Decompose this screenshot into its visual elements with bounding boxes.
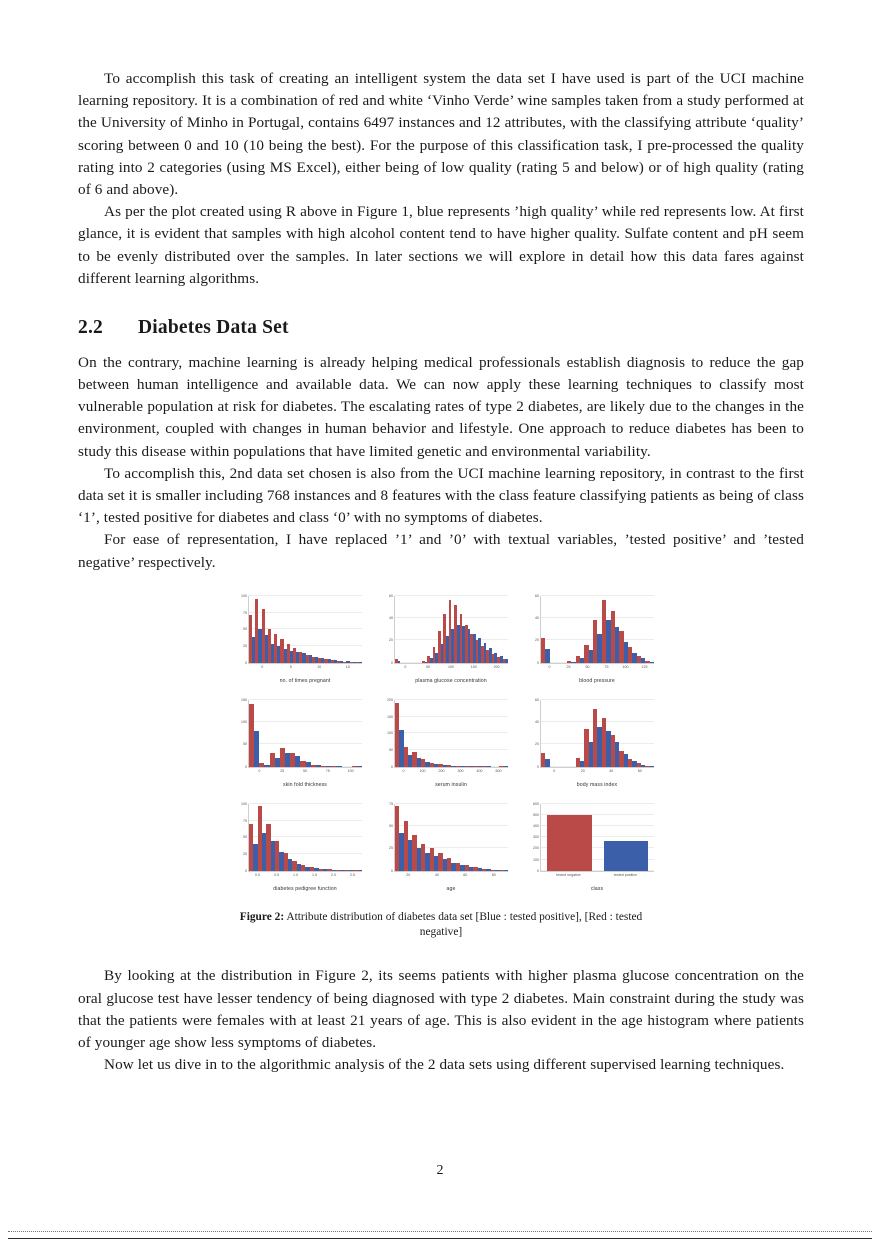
histogram-bar (504, 870, 508, 871)
x-axis-tick: 0.0 (254, 872, 260, 877)
paragraph-2: As per the plot created using R above in Figure 1, blue represents ’high quality’ while red represents low. At first glance, it is evident that samples with high alcohol content tend to have higher quality. Sulfate content and pH seem to be evenly distributed over the samples. In later sections we will explore in detail how this data fares against different learning algorithms. (78, 203, 804, 287)
x-axis-tick: 25 (566, 664, 571, 669)
x-axis-tick: 2.0 (331, 872, 336, 877)
y-axis-tick: 60 (535, 593, 539, 598)
x-axis-tick: 0 (402, 768, 405, 773)
y-axis-tick: 0 (537, 764, 539, 769)
y-axis-tick: 600 (533, 801, 539, 806)
x-axis-ticks (248, 769, 362, 777)
x-axis-ticks (394, 769, 508, 777)
closing-paragraph-2: Now let us dive in to the algorithmic analysis of the 2 data sets using different supervised learning techniques. (104, 1056, 785, 1074)
histogram-cell (518, 698, 656, 790)
plot-area (241, 593, 362, 665)
histogram-bar (547, 815, 592, 871)
y-axis-tick: 0 (245, 660, 247, 665)
x-axis-tick: 20 (406, 872, 411, 877)
figure-label: Figure 2: (239, 910, 285, 923)
y-axis-tick: 0 (391, 868, 393, 873)
histogram-bar (505, 659, 508, 662)
x-axis-tick: 40 (609, 768, 614, 773)
x-axis-tick: 0 (261, 664, 264, 669)
x-axis-tick: 100 (448, 664, 454, 669)
section-paragraph-3: For ease of representation, I have replaced ’1’ and ’0’ with textual variables, ’tested positive’ and ’tested negative’ respectively. (78, 531, 804, 571)
x-axis-tick: 0 (258, 768, 261, 773)
x-axis-ticks (394, 873, 508, 881)
y-axis-tick: 100 (387, 731, 393, 736)
page-number: 2 (436, 1163, 444, 1178)
y-axis-tick: 0 (537, 660, 539, 665)
y-axis-tick: 60 (535, 697, 539, 702)
plot-area (535, 697, 654, 769)
y-axis-tick: 20 (535, 742, 539, 747)
x-axis-tick: 75 (604, 664, 609, 669)
section-number: 2.2 (78, 316, 103, 338)
x-axis-tick: 600 (495, 768, 502, 773)
x-axis-tick: 200 (493, 664, 500, 669)
closing-block (78, 965, 804, 1076)
closing-paragraph-1: By looking at the distribution in Figure 2, its seems patients with higher plasma glucose concentration on the oral glucose test have lesser tendency of being diagnosed with type 2 diabetes. Main constraint during the study was that the patients were females with at least 21 years of age. This is also evident in the age histogram where patients of younger age show less symptoms of diabetes. (78, 967, 804, 1051)
y-axis-tick: 75 (243, 610, 247, 615)
y-axis-tick: 25 (243, 644, 247, 648)
y-axis-tick: 20 (535, 638, 539, 643)
y-axis-tick: 100 (241, 720, 247, 725)
histogram-bar (545, 759, 549, 767)
histogram-bar (650, 766, 654, 767)
x-axis-ticks (540, 769, 654, 777)
y-axis-tick: 50 (389, 748, 393, 752)
section-paragraph-1: On the contrary, machine learning is already helping medical professionals establish diagnosis to reduce the gap between human intelligence and available data. We can now apply these learning techniques to classify most vulnerable population at risk for diabetes. The escalating rates of type 2 diabetes, are likely due to the changes in the environment, coupled with changes in human behavior and lifestyle. One approach to reduce diabetes has been to study this disease within populations that have limited genetic and environmental variability. (78, 353, 804, 460)
y-axis-tick: 40 (535, 616, 539, 621)
y-axis-tick: 0 (537, 868, 539, 873)
histogram-cell (226, 594, 364, 686)
x-axis-label: serum insulin (435, 781, 467, 788)
figure-container (78, 594, 804, 940)
x-axis-ticks (394, 665, 508, 673)
y-axis-tick: 0 (245, 764, 247, 769)
bar-series (249, 804, 362, 871)
y-axis-tick: 0 (391, 764, 393, 769)
x-axis-tick: 100 (622, 664, 629, 669)
plot-area (387, 697, 508, 769)
bar-series (395, 700, 508, 767)
x-axis-label: no. of times pregnant (279, 677, 331, 684)
y-axis-tick: 400 (533, 824, 539, 829)
y-axis-tick: 20 (389, 638, 393, 643)
section-paragraph-2: To accomplish this, 2nd data set chosen is also from the UCI machine learning repository, in contrast to the first data set it is smaller including 768 instances and 8 features with the class feature classifying patients as being of class ‘1’, tested positive for diabetes and class ‘0’ with no symptoms of diabetes. (78, 464, 804, 527)
x-axis-tick: 0.5 (274, 872, 279, 877)
x-axis-tick: tested negative (556, 872, 581, 877)
x-axis-tick: 1.5 (312, 872, 317, 877)
histogram-cell (226, 698, 364, 790)
y-axis-tick: 200 (387, 697, 393, 702)
y-axis-tick: 100 (533, 857, 539, 862)
x-axis-tick: 0 (553, 768, 556, 773)
y-axis-tick: 50 (243, 627, 247, 632)
histogram-bar (359, 662, 362, 663)
x-axis-tick: 150 (470, 664, 477, 669)
x-axis-tick: 100 (347, 768, 354, 773)
x-axis-ticks (540, 873, 654, 881)
histogram-bar (545, 649, 549, 662)
x-axis-label: age (446, 885, 456, 892)
footer-dotted-rule (8, 1231, 872, 1232)
x-axis-label: diabetes pedigree function (273, 885, 337, 892)
x-axis-tick: tested positive (614, 872, 637, 877)
x-axis-label: class (590, 885, 604, 892)
x-axis-label: body mass index (576, 781, 618, 788)
x-axis-tick: 10 (317, 664, 322, 669)
y-axis-tick: 0 (245, 868, 247, 873)
y-axis-tick: 75 (389, 801, 393, 806)
x-axis-tick: 50 (303, 768, 307, 773)
x-axis-tick: 60 (637, 768, 642, 773)
x-axis-tick: 75 (325, 768, 330, 773)
y-axis-tick: 150 (387, 714, 393, 719)
bar-series (249, 700, 362, 767)
histogram-bar (398, 661, 401, 663)
y-axis-tick: 75 (243, 818, 247, 823)
histogram-cell (518, 594, 656, 686)
x-axis-label: blood pressure (579, 677, 615, 684)
y-axis-tick: 40 (535, 720, 539, 725)
x-axis-tick: 125 (641, 664, 648, 669)
y-axis-tick: 0 (391, 660, 393, 665)
x-axis-tick: 15 (345, 664, 350, 669)
histogram-cell (518, 802, 656, 894)
y-axis-tick: 40 (389, 616, 393, 621)
x-axis-ticks (248, 665, 362, 673)
bar-series (541, 700, 654, 767)
plot-area (533, 801, 654, 873)
plot-area (389, 801, 508, 873)
x-axis-tick: 80 (491, 872, 496, 877)
x-axis-ticks (248, 873, 362, 881)
plot-area (241, 801, 362, 873)
x-axis-tick: 5 (289, 664, 292, 669)
x-axis-tick: 40 (434, 872, 439, 877)
x-axis-tick: 0 (404, 664, 407, 669)
histogram-bar (650, 662, 654, 663)
x-axis-tick: 50 (426, 664, 431, 669)
histogram-cell (372, 698, 510, 790)
page-content (78, 68, 804, 1076)
x-axis-tick: 0 (548, 664, 551, 669)
y-axis-tick: 200 (533, 846, 539, 851)
x-axis-tick: 200 (438, 768, 445, 773)
x-axis-tick: 400 (476, 768, 483, 773)
plot-area (535, 593, 654, 665)
y-axis-tick: 25 (389, 846, 393, 851)
y-axis-tick: 100 (241, 801, 247, 806)
x-axis-tick: 60 (463, 872, 468, 877)
x-axis-tick: 300 (457, 768, 464, 773)
y-axis-tick: 150 (241, 697, 247, 702)
plot-area (389, 593, 508, 665)
histogram-cell (372, 594, 510, 686)
bar-series (395, 804, 508, 871)
histogram-bar (254, 731, 259, 767)
histogram-bar (358, 870, 362, 871)
x-axis-tick: 100 (419, 768, 426, 773)
x-axis-tick: 50 (585, 664, 590, 669)
histogram-bar (604, 841, 649, 871)
y-axis-tick: 500 (533, 812, 539, 817)
bar-series (541, 596, 654, 663)
bar-series (249, 596, 362, 663)
plot-area (241, 697, 362, 769)
x-axis-label: skin fold thickness (283, 781, 327, 788)
y-axis-tick: 300 (533, 835, 539, 840)
x-axis-tick: 2.5 (350, 872, 355, 877)
paragraph-1: To accomplish this task of creating an intelligent system the data set I have used is part of the UCI machine learning repository. It is a combination of red and white ‘Vinho Verde’ wine samples taken from a study performed at the University of Minho in Portugal, contains 6497 instances and 12 attributes, with the classifying attribute ‘quality’ scoring between 0 and 10 (10 being the best). For the purpose of this classification task, I pre-processed the quality rating into 2 categories (using MS Excel), either being of low quality (rating 5 and below) or of high quality (rating of 6 and above). (78, 70, 804, 198)
y-axis-tick: 25 (243, 852, 247, 856)
x-axis-label: plasma glucose concentration (415, 677, 487, 684)
x-axis-tick: 25 (280, 768, 285, 773)
section-heading (78, 317, 804, 339)
histogram-cell (226, 802, 364, 894)
y-axis-tick: 100 (241, 593, 247, 598)
footer-rule (8, 1238, 872, 1239)
bar-series (395, 596, 508, 663)
figure-2 (226, 594, 656, 940)
bar-series (541, 804, 654, 871)
y-axis-tick: 50 (389, 824, 393, 829)
section-title: Diabetes Data Set (138, 316, 289, 338)
y-axis-tick: 50 (243, 742, 247, 747)
histogram-grid (226, 594, 656, 894)
histogram-cell (372, 802, 510, 894)
x-axis-tick: 1.0 (293, 872, 298, 877)
x-axis-ticks (540, 665, 654, 673)
y-axis-tick: 60 (389, 593, 393, 598)
figure-caption (226, 910, 656, 940)
x-axis-tick: 20 (580, 768, 585, 773)
figure-caption-text: Attribute distribution of diabetes data set [Blue : tested positive], [Red : tested negative] (286, 910, 643, 938)
y-axis-tick: 50 (243, 835, 247, 840)
